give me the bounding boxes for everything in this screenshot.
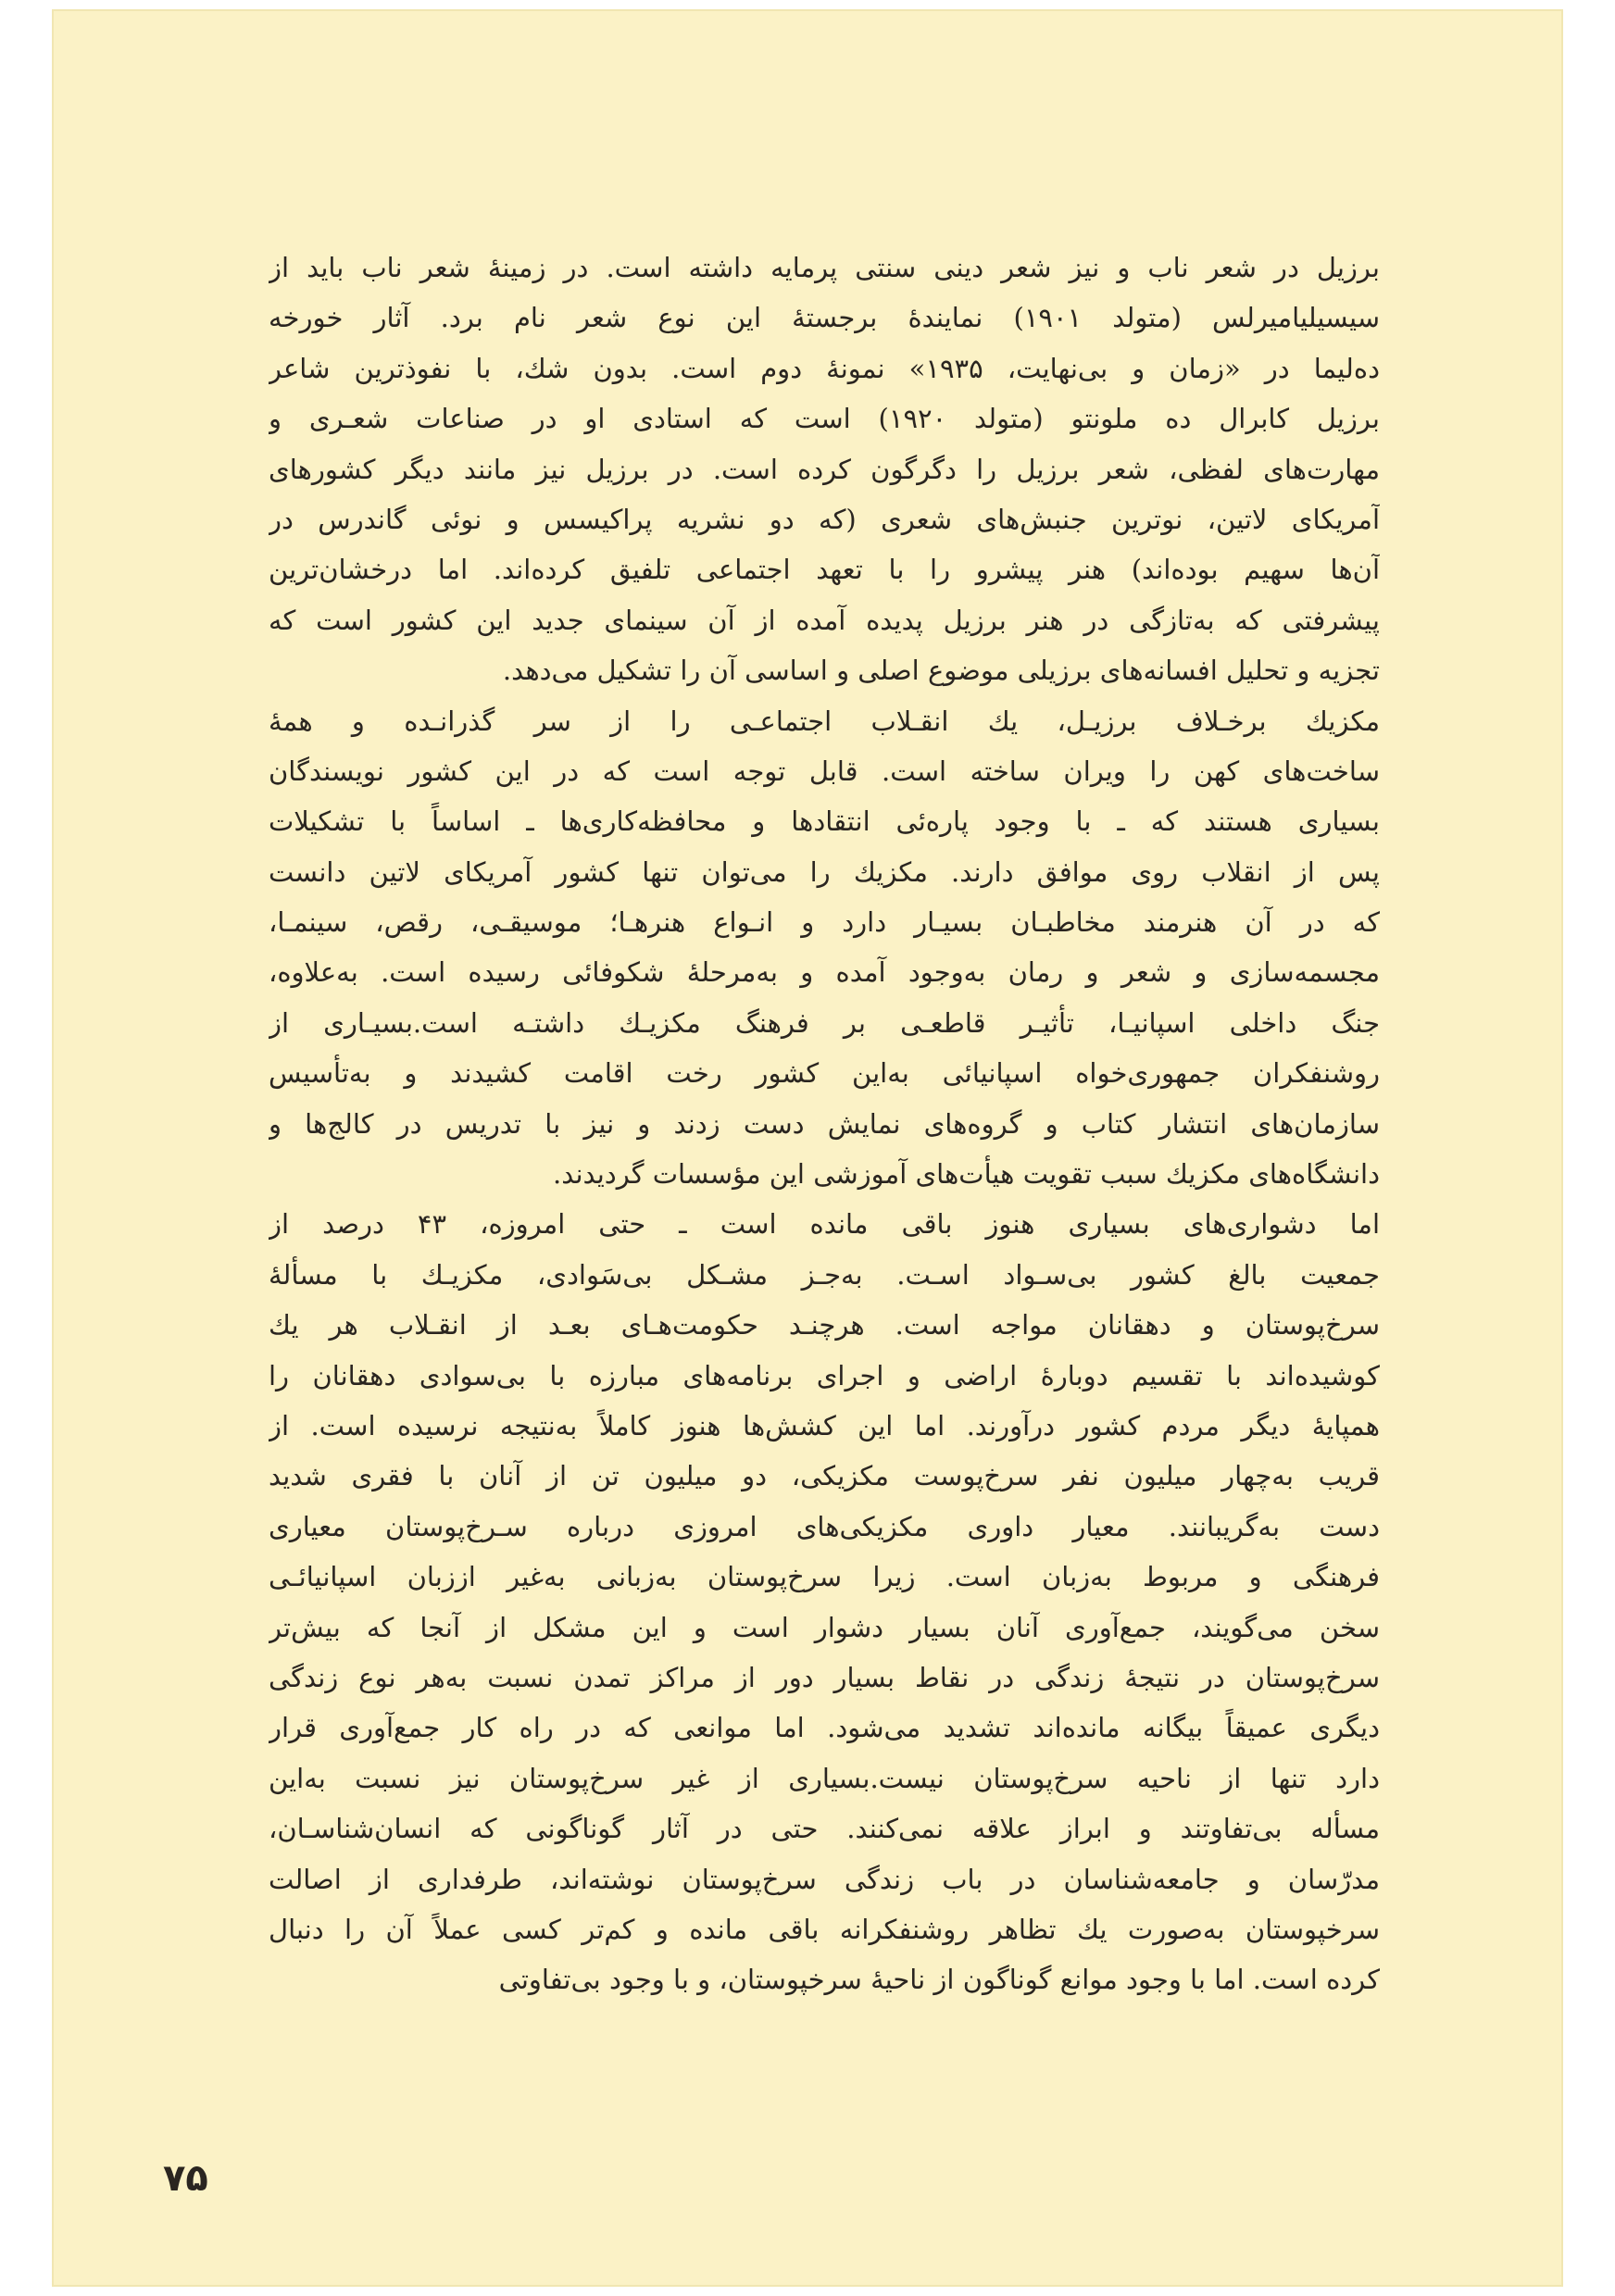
text-line: که در آن هنرمند مخاطبـان بسیـار دارد و انـواع هنرهـا؛ موسیقـی، رقص، سینمـا، [269,906,1380,939]
paragraph [269,696,1380,1200]
text-line: مسأله بی‌تفاوتند و ابراز علاقه نمی‌کنند. حتی در آثار گوناگونی که انسان‌شناسـان، [269,1813,1380,1845]
text-line: پیشرفتی که به‌تازگی در هنر برزیل پدیده آمده از آن سینمای جدید این کشور است که [269,604,1380,636]
text-line: همپایهٔ دیگر مردم کشور درآورند. اما این کشش‌ها هنوز کاملاً به‌نتیجه نرسیده است. از [269,1409,1380,1441]
text-line: پس از انقلاب روی موافق دارند. مکزیك را می‌توان تنها کشور آمریکای لاتین دانست [269,855,1380,888]
text-line: دانشگاه‌های مکزیك سبب تقویت هیأت‌های آموزشی این مؤسسات گردیدند. [553,1158,1380,1191]
text-line: برزیل کابرال ده ملونتو (متولد ۱۹۲۰) است که استادی او در صناعات شعـری و [269,403,1380,435]
text-line: سیسیلیامیرلس (متولد ۱۹۰۱) نمایندهٔ برجستهٔ این نوع شعر نام برد. آثار خورخه [269,302,1380,334]
text-line: دیگری عمیقاً بیگانه مانده‌اند تشدید می‌شود. اما موانعی که در راه کار جمع‌آوری قرار [269,1712,1380,1744]
text-line: اما دشواری‌های بسیاری هنوز باقی مانده است ـ حتی امروزه، ۴۳ درصد از [269,1208,1380,1241]
text-line: سخن می‌گویند، جمع‌آوری آنان بسیار دشوار است و این مشکل از آنجا که بیش‌تر [269,1611,1380,1643]
text-line: کوشیده‌اند با تقسیم دوبارهٔ اراضی و اجرای برنامه‌های مبارزه با بی‌سوادی دهقانان را [269,1359,1380,1391]
text-line: جمعیت بالغ کشور بی‌سـواد اسـت. به‌جـز مشـکل بی‌سَوادی، مکزیـك با مسألهٔ [269,1258,1380,1291]
text-line: مهارت‌های لفظی، شعر برزیل را دگرگون کرده است. در برزیل نیز مانند دیگر کشورهای [269,453,1380,485]
text-line: مدرّسان و جامعه‌شناسان در باب زندگی سرخ‌پوستان نوشته‌اند، طرفداری از اصالت [269,1863,1380,1895]
text-line: جنگ داخلی اسپانیـا، تأثیـر قاطعـی بر فرهنگ مکزیـك داشتـه است.بسیـاری از [269,1006,1380,1039]
body-text [269,243,1380,2005]
text-line: دارد تنها از ناحیه سرخ‌پوستان نیست.بسیاری از غیر سرخ‌پوستان نیز نسبت به‌این [269,1762,1380,1794]
text-line: سرخ‌پوستان و دهقانان مواجه است. هرچنـد حکومت‌هـای بعـد از انقـلاب هر یك [269,1309,1380,1341]
text-line: مجسمه‌سازی و شعر و رمان به‌وجود آمده و به‌مرحلهٔ شکوفائی رسیده است. به‌علاوه، [269,956,1380,989]
text-line: سازمان‌های انتشار کتاب و گروه‌های نمایش دست زدند و نیز با تدریس در کالج‌ها و [269,1107,1380,1140]
text-line: بسیاری هستند که ـ با وجود پاره‌ئی انتقادها و محافظه‌کاری‌ها ـ اساساً با تشکیلات [269,805,1380,838]
text-line: ده‌لیما در «زمان و بی‌نهایت، ۱۹۳۵» نمونهٔ دوم است. بدون شك، با نفوذترین شاعر [269,352,1380,384]
text-line: قریب به‌چهار میلیون نفر سرخ‌پوست مکزیکی، دو میلیون تن از آنان با فقری شدید [269,1460,1380,1492]
text-line: آمریکای لاتین، نوترین جنبش‌های شعری (که دو نشریه پراکیسس و نوئی گاندرس در [269,503,1380,535]
text-line: روشنفکران جمهوری‌خواه اسپانیائی به‌این کشور رخت اقامت کشیدند و به‌تأسیس [269,1057,1380,1090]
text-line: آن‌ها سهیم بوده‌اند) هنر پیشرو را با تعهد اجتماعی تلفیق کرده‌اند. اما درخشان‌ترین [269,554,1380,586]
text-line: دست به‌گریبانند. معیار داوری مکزیکی‌های امروزی درباره سـرخ‌پوستان معیاری [269,1510,1380,1542]
text-line: سرخ‌پوستان در نتیجهٔ زندگی در نقاط بسیار دور از مراکز تمدن نسبت به‌هر نوع زندگی [269,1661,1380,1693]
paragraph [269,243,1380,696]
text-line: ساخت‌های کهن را ویران ساخته است. قابل توجه است که در این کشور نویسندگان [269,755,1380,787]
text-line: کرده است. اما با وجود موانع گوناگون از ناحیهٔ سرخپوستان، و با وجود بی‌تفاوتی [498,1964,1380,1996]
text-line: مکزیك برخـلاف برزیـل، یك انقـلاب اجتماعـی را از سر گذرانـده و همهٔ [269,705,1380,737]
paragraph [269,1199,1380,2004]
page-number: ۷۵ [163,2157,208,2200]
text-line: برزیل در شعر ناب و نیز شعر دینی سنتی پرمایه داشته است. در زمینهٔ شعر ناب باید از [269,252,1380,283]
text-line: فرهنگی و مربوط به‌زبان است. زیرا سرخ‌پوستان به‌زبانی به‌غیر اززبان اسپانیائـی [269,1561,1380,1593]
text-line: سرخپوستان به‌صورت یك تظاهر روشنفکرانه باقی مانده و کم‌تر کسی عملاً آن را دنبال [269,1913,1380,1945]
text-line: تجزیه و تحلیل افسانه‌های برزیلی موضوع اصلی و اساسی آن را تشکیل می‌دهد. [502,655,1380,687]
